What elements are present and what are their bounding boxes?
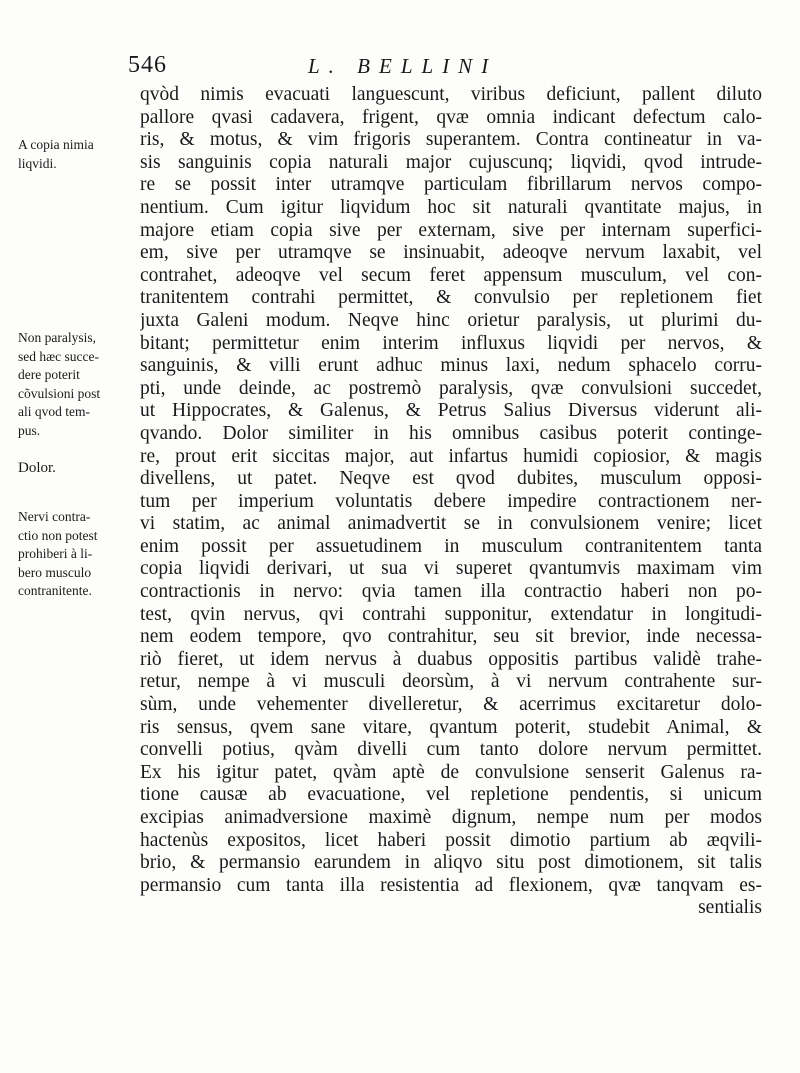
- text-line: permansio cum tanta illa resistentia ad flexionem, qvæ tanqvam es-: [140, 874, 762, 896]
- page-header: [128, 52, 758, 86]
- margin-note-line: ali qvod tem-: [18, 404, 90, 419]
- margin-note-line: bero musculo: [18, 564, 92, 580]
- margin-note-line: dere poterit: [18, 367, 80, 382]
- margin-note-line: cõvulsioni post: [18, 385, 101, 401]
- text-line: hactenùs expositos, licet haberi possit dimotio partium ab æqvili-: [140, 829, 762, 851]
- margin-note-line: A copia nimia: [18, 137, 94, 152]
- margin-note-line: contranitente.: [18, 583, 92, 598]
- text-line: re se possit inter utramqve particulam fibrillarum nervos compo-: [140, 174, 762, 196]
- text-line: riò fieret, ut idem nervus à duabus oppositis partibus validè trahe-: [140, 648, 762, 670]
- text-line: contractionis in nervo: qvia tamen illa contractio haberi non po-: [140, 581, 762, 603]
- text-line: sanguinis, & villi erunt adhuc minus laxi, nedum sphacelo corru-: [140, 355, 762, 377]
- text-line: re, prout erit siccitas major, aut infartus humidi copiosior, & magis: [140, 445, 762, 467]
- margin-note-line: prohiberi à li-: [18, 546, 93, 561]
- margin-note-dolor: [18, 459, 136, 478]
- text-line: vi statim, ac animal animadvertit se in convulsionem venire; licet: [140, 513, 762, 535]
- text-line: sis sanguinis copia naturali major cujuscunq; liqvidi, qvod intrude-: [140, 151, 762, 173]
- margin-note-line: Nervi contra-: [18, 509, 91, 524]
- main-text-block: [140, 84, 762, 920]
- text-line: nem eodem tempore, qvo contrahitur, seu sit brevior, inde necessa-: [140, 626, 762, 648]
- text-line: bitant; permittetur enim interim influxus liqvidi per nervos, &: [140, 332, 762, 354]
- margin-note-line: Dolor.: [18, 460, 56, 476]
- margin-note-line: pus.: [18, 422, 41, 438]
- text-line: em, sive per utramqve se insinuabit, adeoqve nervum laxabit, vel: [140, 242, 762, 264]
- text-line: ris, & motus, & vim frigoris superantem. Contra contineatur in va-: [140, 129, 762, 151]
- text-line: sùm, unde vehementer divelleretur, & acerrimus excitaretur dolo-: [140, 694, 762, 716]
- text-line: juxta Galeni modum. Neqve hinc orietur paralysis, ut plurimi du-: [140, 309, 762, 331]
- text-line: contrahet, adeoqve vel secum feret appensum musculum, vel con-: [140, 264, 762, 286]
- running-head: L. BELLINI: [308, 54, 498, 78]
- margin-note-line: sed hæc succe-: [18, 348, 99, 364]
- text-line: tranitentem contrahi permittet, & convulsio per repletionem fiet: [140, 287, 762, 309]
- text-line: copia liqvidi derivari, ut sua vi superet qvantumvis maximam vim: [140, 558, 762, 580]
- text-line: divellens, ut patet. Neqve est qvod dubites, musculum opposi-: [140, 468, 762, 490]
- text-line: tum per imperium voluntatis debere impedire contractionem ner-: [140, 490, 762, 512]
- margin-note-line: Non paralysis,: [18, 330, 96, 345]
- text-line: qvòd nimis evacuati languescunt, viribus deficiunt, pallent diluto: [140, 84, 762, 105]
- text-line: pti, unde deinde, ac postremò paralysis, qvæ convulsioni succedet,: [140, 377, 762, 399]
- text-line: test, qvin nervus, qvi contrahi supponitur, extendatur in longitudi-: [140, 603, 762, 625]
- text-line: tione causæ ab evacuatione, vel repletione pendentis, si unicum: [140, 784, 762, 806]
- text-line: pallore qvasi cadavera, frigent, qvæ omnia indicant defectum calo-: [140, 106, 762, 128]
- text-line: excipias animadversione maximè dignum, nempe num per modos: [140, 807, 762, 828]
- text-line: retur, nempe à vi musculi deorsùm, à vi nervum contrahente sur-: [140, 671, 762, 693]
- margin-note-line: ctio non potest: [18, 527, 98, 543]
- text-line: enim possit per assuetudinem in musculum contranitentem tanta: [140, 535, 762, 557]
- margin-note-nervi: [18, 508, 136, 601]
- text-line: majore etiam copia sive per externam, sive per internam superfici-: [140, 219, 762, 241]
- margin-note-paralysis: [18, 329, 136, 440]
- catchword: sentialis: [698, 897, 762, 919]
- text-line: brio, & permansio earundem in aliqvo situ post dimotionem, sit talis: [140, 852, 762, 874]
- text-line: convelli potius, qvàm divelli cum tanto dolore nervum permittet.: [140, 739, 762, 761]
- text-line: ris sensus, qvem sane vitare, qvantum poterit, studebit Animal, &: [140, 716, 762, 738]
- text-line: Ex his igitur patet, qvàm aptè de convulsione senserit Galenus ra-: [140, 761, 762, 783]
- text-line: ut Hippocrates, & Galenus, & Petrus Salius Diversus viderunt ali-: [140, 400, 762, 422]
- text-line: qvando. Dolor similiter in his omnibus casibus poterit continge-: [140, 422, 762, 444]
- text-line: nentium. Cum igitur liqvidum hoc sit naturali qvantitate majus, in: [140, 196, 762, 218]
- page-number: 546: [128, 52, 167, 78]
- margin-note-line: liqvidi.: [18, 155, 57, 171]
- margin-note-copia: [18, 136, 136, 173]
